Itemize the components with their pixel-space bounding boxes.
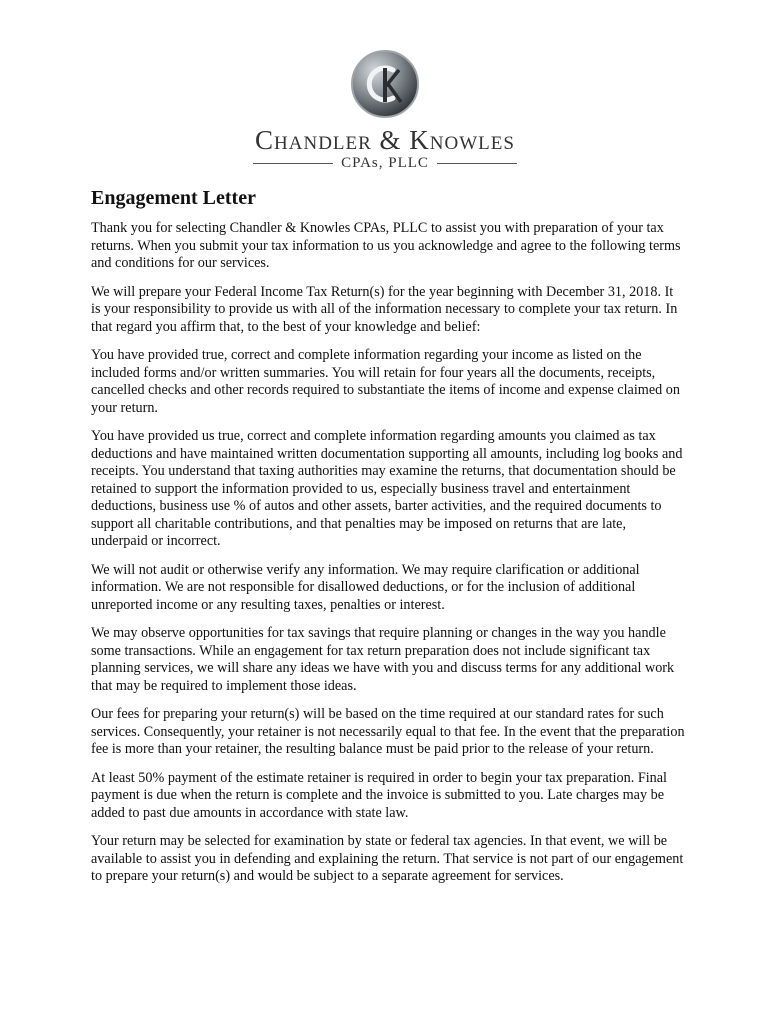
paragraph-no-audit: We will not audit or otherwise verify any information. We may require clarification or additional information. We are not responsible for disallowed deductions, or for the inclusion of additional unreported income or any resulting taxes, penalties or interest. [91,561,640,613]
paragraph-examination: Your return may be selected for examination by state or federal tax agencies. In that event, we will be available to assist you in defending and explaining the return. That service is not part of our engagement to prepare your return(s) and would be subject to a separate agreement for services. [91,833,684,884]
divider-right [437,163,517,164]
document-title: Engagement Letter [91,187,256,209]
paragraph-payment: At least 50% payment of the estimate retainer is required in order to begin your tax preparation. Final payment is due when the return is complete and the invoice is submitted to you. Late charges may be added to past due amounts in accordance with state law. [91,769,667,821]
paragraph-deductions: You have provided us true, correct and complete information regarding amounts you claimed as tax deductions and have maintained written documentation supporting all amounts, including log books and receipts. You understand that taxing authorities may examine the returns, that documentation should be retained to support the information provided to us, especially business travel and entertainment deductions, business use % of autos and other assets, barter activities, and the required documents to support all charitable contributions, and that penalties may be imposed on returns that are late, underpaid or incorrect. [91,428,683,549]
paragraph-income-info: You have provided true, correct and complete information regarding your income as listed on the included forms and/or written summaries. You will retain for four years all the documents, receipts, cancelled checks and other records required to substantiate the items of income and expense claimed on your return. [91,347,680,416]
firm-name: Chandler & Knowles [255,125,515,155]
letter-body [91,186,686,897]
firm-logo [0,48,770,171]
divider-left [253,163,333,164]
firm-subtitle-row [253,155,517,171]
firm-subtitle: CPAs, PLLC [341,155,429,171]
paragraph-fees: Our fees for preparing your return(s) will be based on the time required at our standard rates for such services. Consequently, your retainer is not necessarily equal to that fee. In the event that the preparation fee is more than your retainer, the resulting balance must be paid prior to the release of your return. [91,706,685,757]
paragraph-scope: We will prepare your Federal Income Tax Return(s) for the year beginning with December 31, 2018. It is your responsibility to provide us with all of the information necessary to complete your tax return. In that regard you affirm that, to the best of your knowledge and belief: [91,283,678,335]
paragraph-thank-you: Thank you for selecting Chandler & Knowles CPAs, PLLC to assist you with preparation of your tax returns. When you submit your tax information to us you acknowledge and agree to the following terms and conditions for our services. [91,220,681,271]
ck-emblem-icon [349,48,421,120]
paragraph-tax-savings: We may observe opportunities for tax savings that require planning or changes in the way you handle some transactions. While an engagement for tax return preparation does not include significant tax planning services, we will share any ideas we have with you and discuss terms for any additional work that may be required to implement those ideas. [91,625,675,694]
